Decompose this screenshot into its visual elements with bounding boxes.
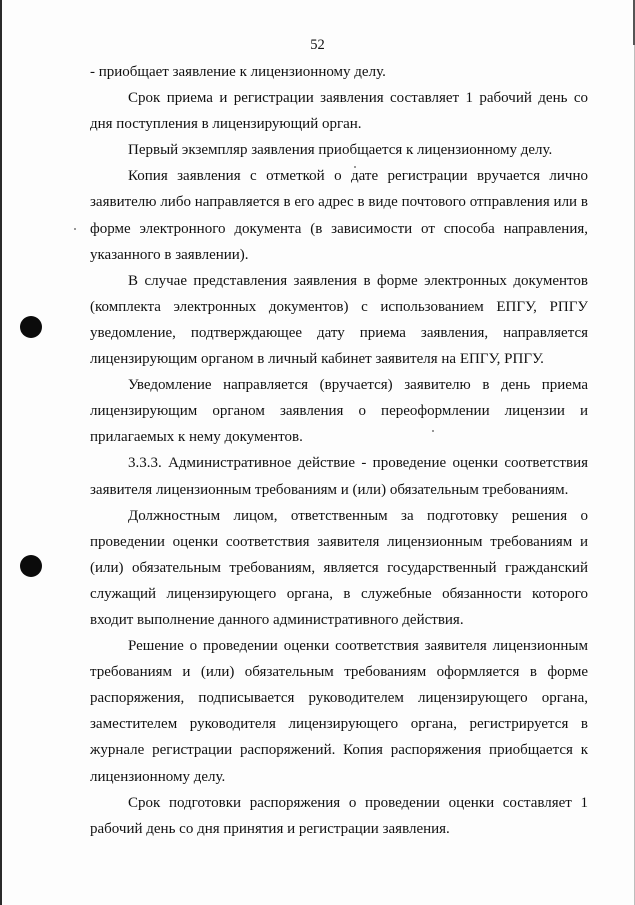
punch-hole-top bbox=[20, 316, 42, 338]
paragraph-3: Первый экземпляр заявления приобщается к лицензионному делу. bbox=[128, 142, 553, 159]
paragraph-9: Решение о проведении оценки соответствия заявителя лицензионным требованиям и (или) обязательным требованиям оформляется в форме распоряжения, подписывается руководителем лицензирующего органа, заместителем руководителя лицензирующего органа, регистрируется в журнале регистрации распоряжений. Копия распоряжения приобщается к лицензионному делу. bbox=[90, 638, 588, 785]
body-text bbox=[90, 59, 588, 842]
paragraph-6: Уведомление направляется (вручается) заявителю в день приема лицензирующим органом заявления о переоформлении лицензии и прилагаемых к нему документов. bbox=[90, 377, 588, 446]
page-number: 52 bbox=[310, 37, 325, 53]
scan-speck bbox=[74, 228, 76, 230]
paragraph-2: Срок приема и регистрации заявления составляет 1 рабочий день со дня поступления в лицензирующий орган. bbox=[90, 90, 588, 133]
paragraph-1: - приобщает заявление к лицензионному делу. bbox=[90, 64, 386, 80]
paragraph-4: Копия заявления с отметкой о дате регистрации вручается лично заявителю либо направляется в его адрес в виде почтового отправления или в форме электронного документа (в зависимости от способа направления, указанного в заявлении). bbox=[90, 168, 588, 263]
paragraph-section-3-3-3: 3.3.3. Административное действие - проведение оценки соответствия заявителя лицензионным требованиям и (или) обязательным требованиям. bbox=[90, 455, 588, 498]
punch-hole-bottom bbox=[20, 555, 42, 577]
paragraph-8: Должностным лицом, ответственным за подготовку решения о проведении оценки соответствия заявителя лицензионным требованиям и (или) обязательным требованиям, является государственный гражданский служащий лицензирующего органа, в служебные обязанности которого входит выполнение данного административного действия. bbox=[90, 507, 588, 628]
scan-left-edge bbox=[0, 0, 2, 905]
paragraph-10: Срок подготовки распоряжения о проведении оценки составляет 1 рабочий день со дня принятия и регистрации заявления. bbox=[90, 794, 588, 837]
paragraph-5: В случае представления заявления в форме электронных документов (комплекта электронных документов) с использованием ЕПГУ, РПГУ уведомление, подтверждающее дату приема заявления, направляется лицензирующим органом в личный кабинет заявителя на ЕПГУ, РПГУ. bbox=[90, 272, 588, 368]
